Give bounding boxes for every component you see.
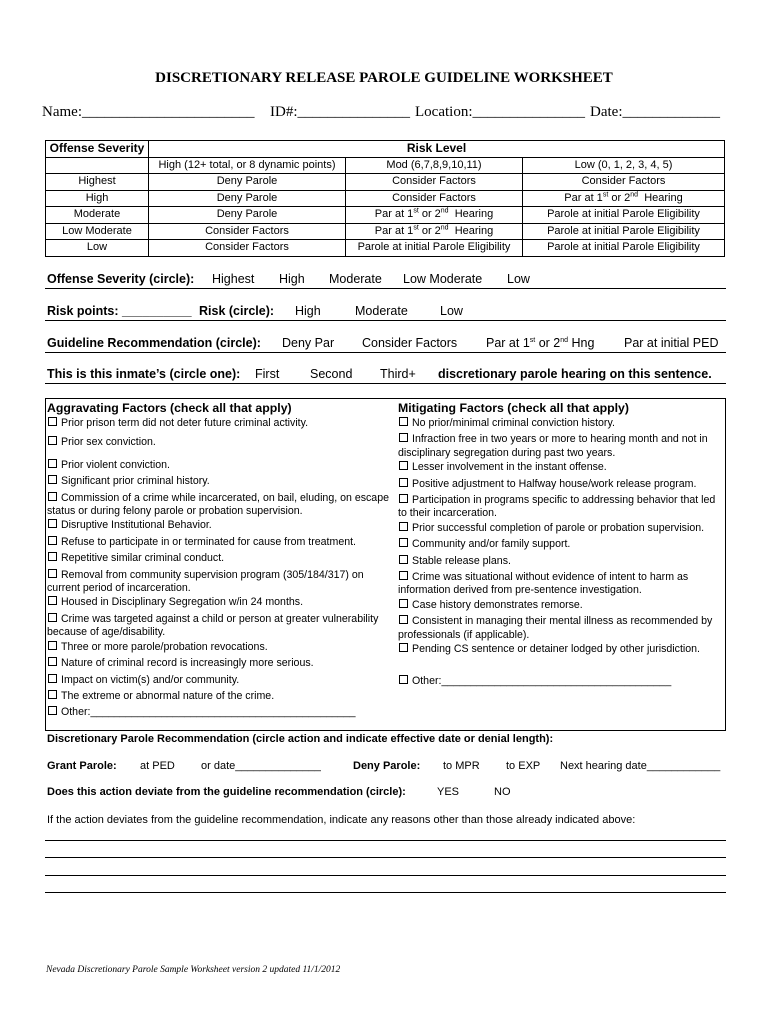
aggravating-item bbox=[47, 417, 389, 430]
mitigating-item bbox=[398, 538, 724, 551]
table-row bbox=[46, 174, 725, 191]
severity-cell: Moderate bbox=[46, 207, 149, 224]
checkbox[interactable] bbox=[399, 599, 408, 608]
divider bbox=[45, 383, 726, 384]
grant-date-field[interactable]: or date______________ bbox=[201, 760, 321, 772]
superscript: st bbox=[413, 207, 419, 215]
checkbox[interactable] bbox=[48, 674, 57, 683]
mitigating-item bbox=[398, 571, 724, 598]
table-row bbox=[46, 223, 725, 240]
guideline-option-consider[interactable]: Consider Factors bbox=[362, 336, 458, 350]
severity-option-low-moderate[interactable]: Low Moderate bbox=[403, 272, 483, 286]
factor-text: Pending CS sentence or detainer lodged by other jurisdiction. bbox=[412, 643, 700, 656]
blank-cell bbox=[46, 157, 149, 174]
table-cell: Deny Parole bbox=[149, 174, 346, 191]
aggravating-item bbox=[47, 569, 389, 596]
table-cell: Consider Factors bbox=[346, 190, 523, 207]
cell-text: or 2 bbox=[418, 224, 441, 237]
cell-text: Par at 1 bbox=[374, 208, 414, 221]
grant-option-ped[interactable]: at PED bbox=[140, 760, 175, 772]
checkbox[interactable] bbox=[48, 475, 57, 484]
mitigating-heading: Mitigating Factors (check all that apply) bbox=[398, 401, 629, 415]
cell-text: Hearing bbox=[448, 224, 494, 237]
table-cell: Parole at initial Parole Eligibility bbox=[523, 240, 725, 257]
worksheet-title: DISCRETIONARY RELEASE PAROLE GUIDELINE WORKSHEET bbox=[155, 70, 613, 86]
checkbox[interactable] bbox=[399, 555, 408, 564]
risk-low-header: Low (0, 1, 2, 3, 4, 5) bbox=[523, 157, 725, 174]
factor-text: Removal from community supervision program (305/184/317) on current period of incarceration. bbox=[47, 568, 364, 595]
checkbox[interactable] bbox=[399, 538, 408, 547]
aggravating-item bbox=[47, 674, 389, 687]
superscript: nd bbox=[440, 207, 449, 215]
table-cell: Deny Parole bbox=[149, 207, 346, 224]
table-cell: Consider Factors bbox=[149, 240, 346, 257]
mitigating-item bbox=[398, 433, 724, 460]
location-field[interactable]: Location:_______________ bbox=[415, 104, 585, 120]
factor-text: Lesser involvement in the instant offense. bbox=[412, 461, 607, 474]
factor-text: Impact on victim(s) and/or community. bbox=[61, 673, 240, 686]
severity-option-highest[interactable]: Highest bbox=[212, 272, 255, 286]
checkbox[interactable] bbox=[48, 657, 57, 666]
factor-text: Participation in programs specific to addressing behavior that led to their incarceration. bbox=[398, 494, 716, 520]
aggravating-item bbox=[47, 519, 389, 532]
aggravating-factors bbox=[47, 401, 389, 723]
cell-text: Hearing bbox=[638, 191, 683, 204]
factor-text: Prior successful completion of parole or probation supervision. bbox=[412, 521, 705, 534]
checkbox[interactable] bbox=[48, 536, 57, 545]
severity-cell: Highest bbox=[46, 174, 149, 191]
severity-option-high[interactable]: High bbox=[279, 272, 305, 286]
mitigating-item bbox=[398, 522, 724, 535]
superscript: nd bbox=[630, 191, 639, 199]
checkbox[interactable] bbox=[48, 492, 57, 501]
mitigating-item bbox=[398, 478, 724, 491]
deny-option-exp[interactable]: to EXP bbox=[506, 760, 541, 772]
risk-mod-header: Mod (6,7,8,9,10,11) bbox=[346, 157, 523, 174]
aggravating-item bbox=[47, 536, 389, 549]
guideline-option-ped[interactable]: Par at initial PED bbox=[624, 336, 719, 350]
mitigating-item bbox=[398, 555, 724, 568]
factor-text: The extreme or abnormal nature of the crime. bbox=[61, 689, 275, 702]
footer-note: Nevada Discretionary Parole Sample Worksheet version 2 updated 11/1/2012 bbox=[46, 965, 341, 975]
severity-option-moderate[interactable]: Moderate bbox=[329, 272, 382, 286]
checkbox[interactable] bbox=[48, 690, 57, 699]
divider bbox=[45, 320, 726, 321]
aggravating-item bbox=[47, 475, 389, 488]
other-field[interactable]: Other:_______________________________________ bbox=[412, 674, 672, 687]
table-cell: Parole at initial Parole Eligibility bbox=[523, 223, 725, 240]
guideline-label: Guideline Recommendation (circle): bbox=[47, 336, 261, 350]
reason-line[interactable] bbox=[45, 892, 726, 893]
deviate-no[interactable]: NO bbox=[494, 786, 511, 798]
factor-text: No prior/minimal criminal conviction history. bbox=[412, 417, 615, 429]
superscript: st bbox=[529, 336, 536, 344]
option-text: Par at 1 bbox=[486, 336, 530, 350]
id-field[interactable]: ID#:_______________ bbox=[270, 104, 410, 120]
mitigating-item bbox=[398, 461, 724, 474]
hearing-option-first[interactable]: First bbox=[255, 367, 280, 381]
reasons-instruction: If the action deviates from the guideline recommendation, indicate any reasons other than those already indicated above: bbox=[47, 814, 636, 826]
checkbox[interactable] bbox=[48, 519, 57, 528]
mitigating-item bbox=[398, 675, 724, 688]
offense-severity-header: Offense Severity bbox=[46, 141, 149, 158]
mitigating-item bbox=[398, 599, 724, 612]
factors-box bbox=[45, 398, 726, 731]
hearing-suffix: discretionary parole hearing on this sentence. bbox=[438, 367, 712, 381]
factor-text: Commission of a crime while incarcerated, on bail, eluding, on escape status or during felony parole or probation supervision. bbox=[47, 491, 389, 518]
checkbox[interactable] bbox=[399, 675, 408, 684]
factor-text: Nature of criminal record is increasingly more serious. bbox=[61, 657, 314, 670]
other-field[interactable]: Other:_____________________________________________ bbox=[61, 706, 356, 719]
table-cell bbox=[523, 190, 725, 207]
table-cell: Parole at initial Parole Eligibility bbox=[523, 207, 725, 224]
factor-text: Crime was situational without evidence of intent to harm as information derived from pre-sentence investigation. bbox=[398, 571, 689, 597]
mitigating-item bbox=[398, 417, 724, 430]
factor-text: Repetitive similar criminal conduct. bbox=[61, 552, 225, 565]
deny-option-mpr[interactable]: to MPR bbox=[443, 760, 480, 772]
factor-text: Case history demonstrates remorse. bbox=[412, 598, 583, 611]
aggravating-item bbox=[47, 657, 389, 670]
date-field[interactable]: Date:_____________ bbox=[590, 104, 720, 120]
hearing-option-second[interactable]: Second bbox=[310, 367, 353, 381]
offense-severity-label: Offense Severity (circle): bbox=[47, 272, 195, 286]
aggravating-item bbox=[47, 552, 389, 565]
deviate-question: Does this action deviate from the guideline recommendation (circle): bbox=[47, 786, 406, 798]
reason-line[interactable] bbox=[45, 840, 726, 841]
factor-text: Stable release plans. bbox=[412, 554, 511, 567]
superscript: st bbox=[602, 191, 609, 199]
checkbox[interactable] bbox=[48, 641, 57, 650]
mitigating-item bbox=[398, 494, 724, 521]
checkbox[interactable] bbox=[399, 433, 408, 442]
table-row bbox=[46, 240, 725, 257]
checkbox[interactable] bbox=[48, 706, 57, 715]
checkbox[interactable] bbox=[399, 615, 408, 624]
risk-circle-label: Risk (circle): bbox=[199, 304, 275, 318]
risk-points-field[interactable]: Risk points: __________ bbox=[47, 304, 192, 318]
reason-line[interactable] bbox=[45, 875, 726, 876]
risk-option-high[interactable]: High bbox=[295, 304, 321, 318]
checkbox[interactable] bbox=[48, 613, 57, 622]
checkbox[interactable] bbox=[399, 643, 408, 652]
option-text: Hng bbox=[568, 336, 595, 350]
checkbox[interactable] bbox=[399, 461, 408, 470]
aggravating-item bbox=[47, 459, 389, 472]
checkbox[interactable] bbox=[48, 552, 57, 561]
factor-text: Prior sex conviction. bbox=[61, 436, 156, 449]
risk-option-low[interactable]: Low bbox=[440, 304, 463, 318]
risk-option-moderate[interactable]: Moderate bbox=[355, 304, 408, 318]
factor-text: Positive adjustment to Halfway house/work release program. bbox=[412, 477, 697, 490]
severity-cell: Low bbox=[46, 240, 149, 257]
checkbox[interactable] bbox=[399, 478, 408, 487]
severity-cell: Low Moderate bbox=[46, 223, 149, 240]
checkbox[interactable] bbox=[399, 417, 408, 426]
table-row bbox=[46, 190, 725, 207]
option-text: or 2 bbox=[535, 336, 561, 350]
next-hearing-date-field[interactable]: Next hearing date____________ bbox=[560, 760, 721, 772]
checkbox[interactable] bbox=[399, 522, 408, 531]
checkbox[interactable] bbox=[48, 417, 57, 426]
checkbox[interactable] bbox=[48, 596, 57, 605]
divider bbox=[45, 352, 726, 353]
deviate-yes[interactable]: YES bbox=[437, 786, 460, 798]
factor-text: Disruptive Institutional Behavior. bbox=[61, 519, 212, 532]
aggravating-item bbox=[47, 706, 389, 719]
severity-cell: High bbox=[46, 190, 149, 207]
table-cell bbox=[346, 207, 523, 224]
recommendation-heading: Discretionary Parole Recommendation (circle action and indicate effective date or denial length): bbox=[47, 733, 554, 745]
cell-text: or 2 bbox=[418, 208, 441, 221]
aggravating-item bbox=[47, 613, 389, 640]
hearing-label: This is this inmate’s (circle one): bbox=[47, 367, 241, 381]
checkbox[interactable] bbox=[399, 494, 408, 503]
aggravating-item bbox=[47, 690, 389, 703]
superscript: nd bbox=[560, 336, 569, 344]
checkbox[interactable] bbox=[48, 569, 57, 578]
guideline-table bbox=[45, 140, 725, 257]
factor-text: Significant prior criminal history. bbox=[61, 475, 210, 488]
factor-text: Community and/or family support. bbox=[412, 538, 571, 551]
factor-text: Consistent in managing their mental illness as recommended by professionals (if applicable). bbox=[398, 615, 713, 641]
name-field[interactable]: Name:_______________________ bbox=[42, 104, 255, 120]
factor-text: Three or more parole/probation revocations. bbox=[61, 640, 268, 653]
mitigating-factors bbox=[398, 401, 724, 691]
cell-text: Hearing bbox=[448, 208, 494, 221]
table-cell: Consider Factors bbox=[523, 174, 725, 191]
superscript: st bbox=[413, 224, 419, 232]
factor-text: Crime was targeted against a child or person at greater vulnerability because of age/disability. bbox=[47, 612, 379, 639]
factor-text: Housed in Disciplinary Segregation w/in 24 months. bbox=[61, 596, 304, 609]
mitigating-item bbox=[398, 643, 724, 656]
risk-high-header: High (12+ total, or 8 dynamic points) bbox=[149, 157, 346, 174]
mitigating-item bbox=[398, 615, 724, 642]
risk-level-header: Risk Level bbox=[149, 141, 725, 158]
aggravating-item bbox=[47, 596, 389, 609]
aggravating-item bbox=[47, 492, 389, 519]
guideline-option-deny[interactable]: Deny Par bbox=[282, 336, 335, 350]
cell-text: Par at 1 bbox=[564, 191, 603, 204]
reason-line[interactable] bbox=[45, 857, 726, 858]
guideline-option-par-hearing[interactable] bbox=[486, 336, 594, 350]
aggravating-item bbox=[47, 641, 389, 654]
factor-text: Infraction free in two years or more to hearing month and not in disciplinary segregation during past two years. bbox=[398, 433, 708, 459]
factor-text: Prior prison term did not deter future criminal activity. bbox=[61, 417, 309, 429]
divider bbox=[45, 288, 726, 289]
checkbox[interactable] bbox=[48, 436, 57, 445]
table-cell: Parole at initial Parole Eligibility bbox=[346, 240, 523, 257]
cell-text: or 2 bbox=[608, 191, 631, 204]
table-cell: Consider Factors bbox=[149, 223, 346, 240]
grant-parole-label: Grant Parole: bbox=[47, 760, 117, 772]
cell-text: Par at 1 bbox=[374, 224, 414, 237]
hearing-option-third[interactable]: Third+ bbox=[380, 367, 416, 381]
table-cell: Consider Factors bbox=[346, 174, 523, 191]
table-row bbox=[46, 207, 725, 224]
severity-option-low[interactable]: Low bbox=[507, 272, 530, 286]
aggravating-heading: Aggravating Factors (check all that apply) bbox=[47, 401, 292, 415]
checkbox[interactable] bbox=[399, 571, 408, 580]
table-cell bbox=[346, 223, 523, 240]
deny-parole-label: Deny Parole: bbox=[353, 760, 421, 772]
factor-text: Refuse to participate in or terminated for cause from treatment. bbox=[61, 535, 356, 548]
aggravating-item bbox=[47, 436, 389, 449]
checkbox[interactable] bbox=[48, 459, 57, 468]
table-cell: Deny Parole bbox=[149, 190, 346, 207]
factor-text: Prior violent conviction. bbox=[61, 458, 170, 471]
superscript: nd bbox=[440, 224, 449, 232]
